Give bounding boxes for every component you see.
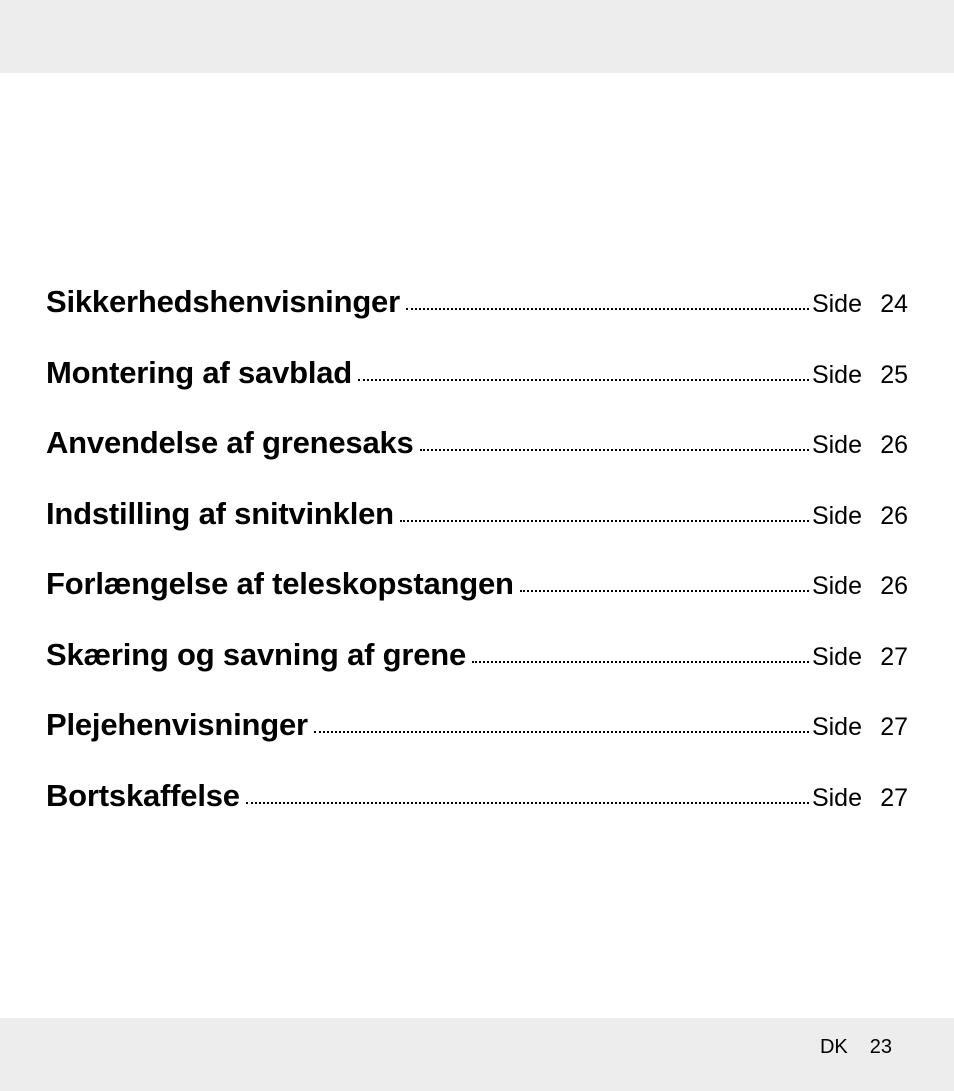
- dot-leader: [406, 308, 809, 310]
- dot-leader: [246, 802, 809, 804]
- toc-entry: [46, 276, 908, 347]
- toc-side-label: Side: [811, 572, 862, 600]
- toc-side-label: Side: [811, 290, 862, 318]
- toc-entry-title: Indstilling af snitvinklen: [46, 495, 394, 531]
- toc-page-number: 27: [880, 783, 908, 812]
- toc-entry: [46, 347, 908, 418]
- toc-entry-title: Forlængelse af teleskopstangen: [46, 566, 514, 601]
- dot-leader: [358, 379, 809, 381]
- toc-page-number: 27: [880, 642, 908, 671]
- toc-entry: [46, 558, 908, 629]
- dot-leader: [472, 661, 809, 663]
- toc-entry-title: Sikkerhedshenvisninger: [46, 284, 400, 319]
- toc-side-label: Side: [811, 713, 862, 741]
- toc-page-number: 26: [880, 501, 908, 530]
- toc-side-label: Side: [811, 431, 862, 459]
- toc-entry: [46, 417, 908, 488]
- toc-side-label: Side: [811, 501, 862, 530]
- dot-leader: [420, 449, 809, 451]
- toc-page-number: 26: [880, 572, 908, 600]
- toc-entry: [46, 699, 908, 770]
- toc-entry-title: Montering af savblad: [46, 354, 353, 390]
- footer-band: [0, 1018, 954, 1091]
- dot-leader: [520, 590, 809, 592]
- toc-entry-title: Skæring og savning af grene: [46, 636, 467, 672]
- toc-entry-title: Plejehenvisninger: [46, 707, 308, 742]
- toc-side-label: Side: [811, 360, 862, 389]
- toc-entry: [46, 488, 908, 559]
- page-number: 23: [869, 1036, 892, 1058]
- toc-page-number: 25: [880, 360, 908, 389]
- toc-page-number: 27: [880, 713, 908, 741]
- dot-leader: [400, 520, 809, 522]
- toc-entry: [46, 629, 908, 700]
- language-code: DK: [819, 1036, 848, 1058]
- page-footer: [820, 1036, 892, 1059]
- toc-side-label: Side: [811, 642, 862, 671]
- toc-page-number: 24: [880, 290, 908, 318]
- toc-entry-title: Anvendelse af grenesaks: [46, 425, 414, 460]
- toc-page-number: 26: [880, 431, 908, 459]
- toc-entry: [46, 770, 908, 841]
- table-of-contents: [46, 276, 908, 840]
- dot-leader: [314, 731, 809, 733]
- toc-entry-title: Bortskaffelse: [46, 777, 240, 813]
- toc-side-label: Side: [811, 783, 862, 812]
- header-band: [0, 0, 954, 73]
